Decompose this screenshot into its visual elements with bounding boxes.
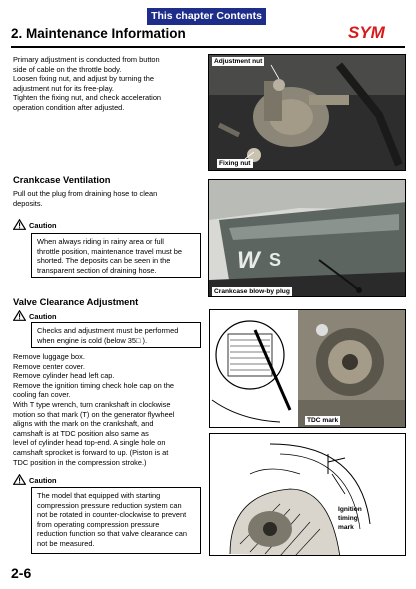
- chapter-contents-link[interactable]: This chapter Contents: [147, 8, 266, 25]
- crankcase-instructions: Pull out the plug from draining hose to clean deposits.: [13, 189, 158, 208]
- fixing-nut-label: Fixing nut: [219, 160, 251, 167]
- valve-caution2-label: Caution: [29, 476, 57, 485]
- valve-caution-box: Checks and adjustment must be performed when engine is cold (below 35□ ).: [31, 322, 201, 348]
- sym-logo: SYM: [348, 23, 385, 42]
- throttle-photo: [208, 54, 406, 171]
- crankcase-photo: [208, 179, 406, 297]
- crankcase-caution-label: Caution: [29, 221, 57, 230]
- valve-caution2-heading: [13, 473, 93, 487]
- svg-text:S: S: [269, 250, 282, 270]
- flywheel-illustration: [210, 310, 406, 428]
- fan-cover-illustration: [210, 434, 406, 556]
- valve-caution-label: Caution: [29, 312, 57, 321]
- ignition-timing-photo: [209, 433, 406, 556]
- adjustment-nut-label: Adjustment nut: [214, 58, 263, 65]
- crankcase-plug-label: Crankcase blow-by plug: [214, 288, 290, 295]
- warning-icon: [13, 219, 26, 230]
- valve-instructions: Remove luggage box. Remove center cover. Remove cylinder head left cap. Remove the ignition timing check hole cap on the cooling fan cover. With T type wrench, turn crankshaft in clockwise motion so that mark (T) on the generator flywheel aligns with the mark on the crankshaft, and camshaft is at TDC position also same as level of cylinder head top-end. A single hole on camshaft sprocket is forward to up. (Piston is at TDC position in the compression stroke.): [13, 352, 175, 467]
- crankcase-caution-heading: [13, 218, 93, 232]
- svg-text:W: W: [237, 247, 260, 274]
- tdc-mark-photo: [209, 309, 406, 428]
- title-divider: [11, 46, 405, 48]
- valve-heading: Valve Clearance Adjustment: [13, 296, 139, 307]
- scooter-body-illustration: [209, 180, 406, 297]
- valve-caution-heading: [13, 309, 93, 323]
- ignition-timing-label: Ignition timing mark: [338, 506, 362, 531]
- page-number: 2-6: [11, 565, 32, 581]
- tdc-mark-label: TDC mark: [307, 417, 339, 424]
- throttle-instructions: Primary adjustment is conducted from button side of cable on the throttle body. Loosen fixing nut, and adjust by turning the adjustment nut for its free-play. Tighten the fixing nut, and check acceleration operation condition after adjusted.: [13, 55, 162, 112]
- crankcase-caution-box: When always riding in rainy area or full throttle position, maintenance travel must be shorted. The deposits can be seen in the transparent section of draining hose.: [31, 233, 201, 278]
- warning-icon: [13, 474, 26, 485]
- page-title: 2. Maintenance Information: [11, 26, 186, 41]
- crankcase-heading: Crankcase Ventilation: [13, 174, 111, 185]
- warning-icon: [13, 310, 26, 321]
- throttle-body-illustration: [209, 55, 406, 171]
- valve-caution2-box: The model that equipped with starting compression pressure reduction system can not be rotated in counter-clockwise to prevent from operating compression pressure reduction function so that valve clearance can not be measured.: [31, 487, 201, 554]
